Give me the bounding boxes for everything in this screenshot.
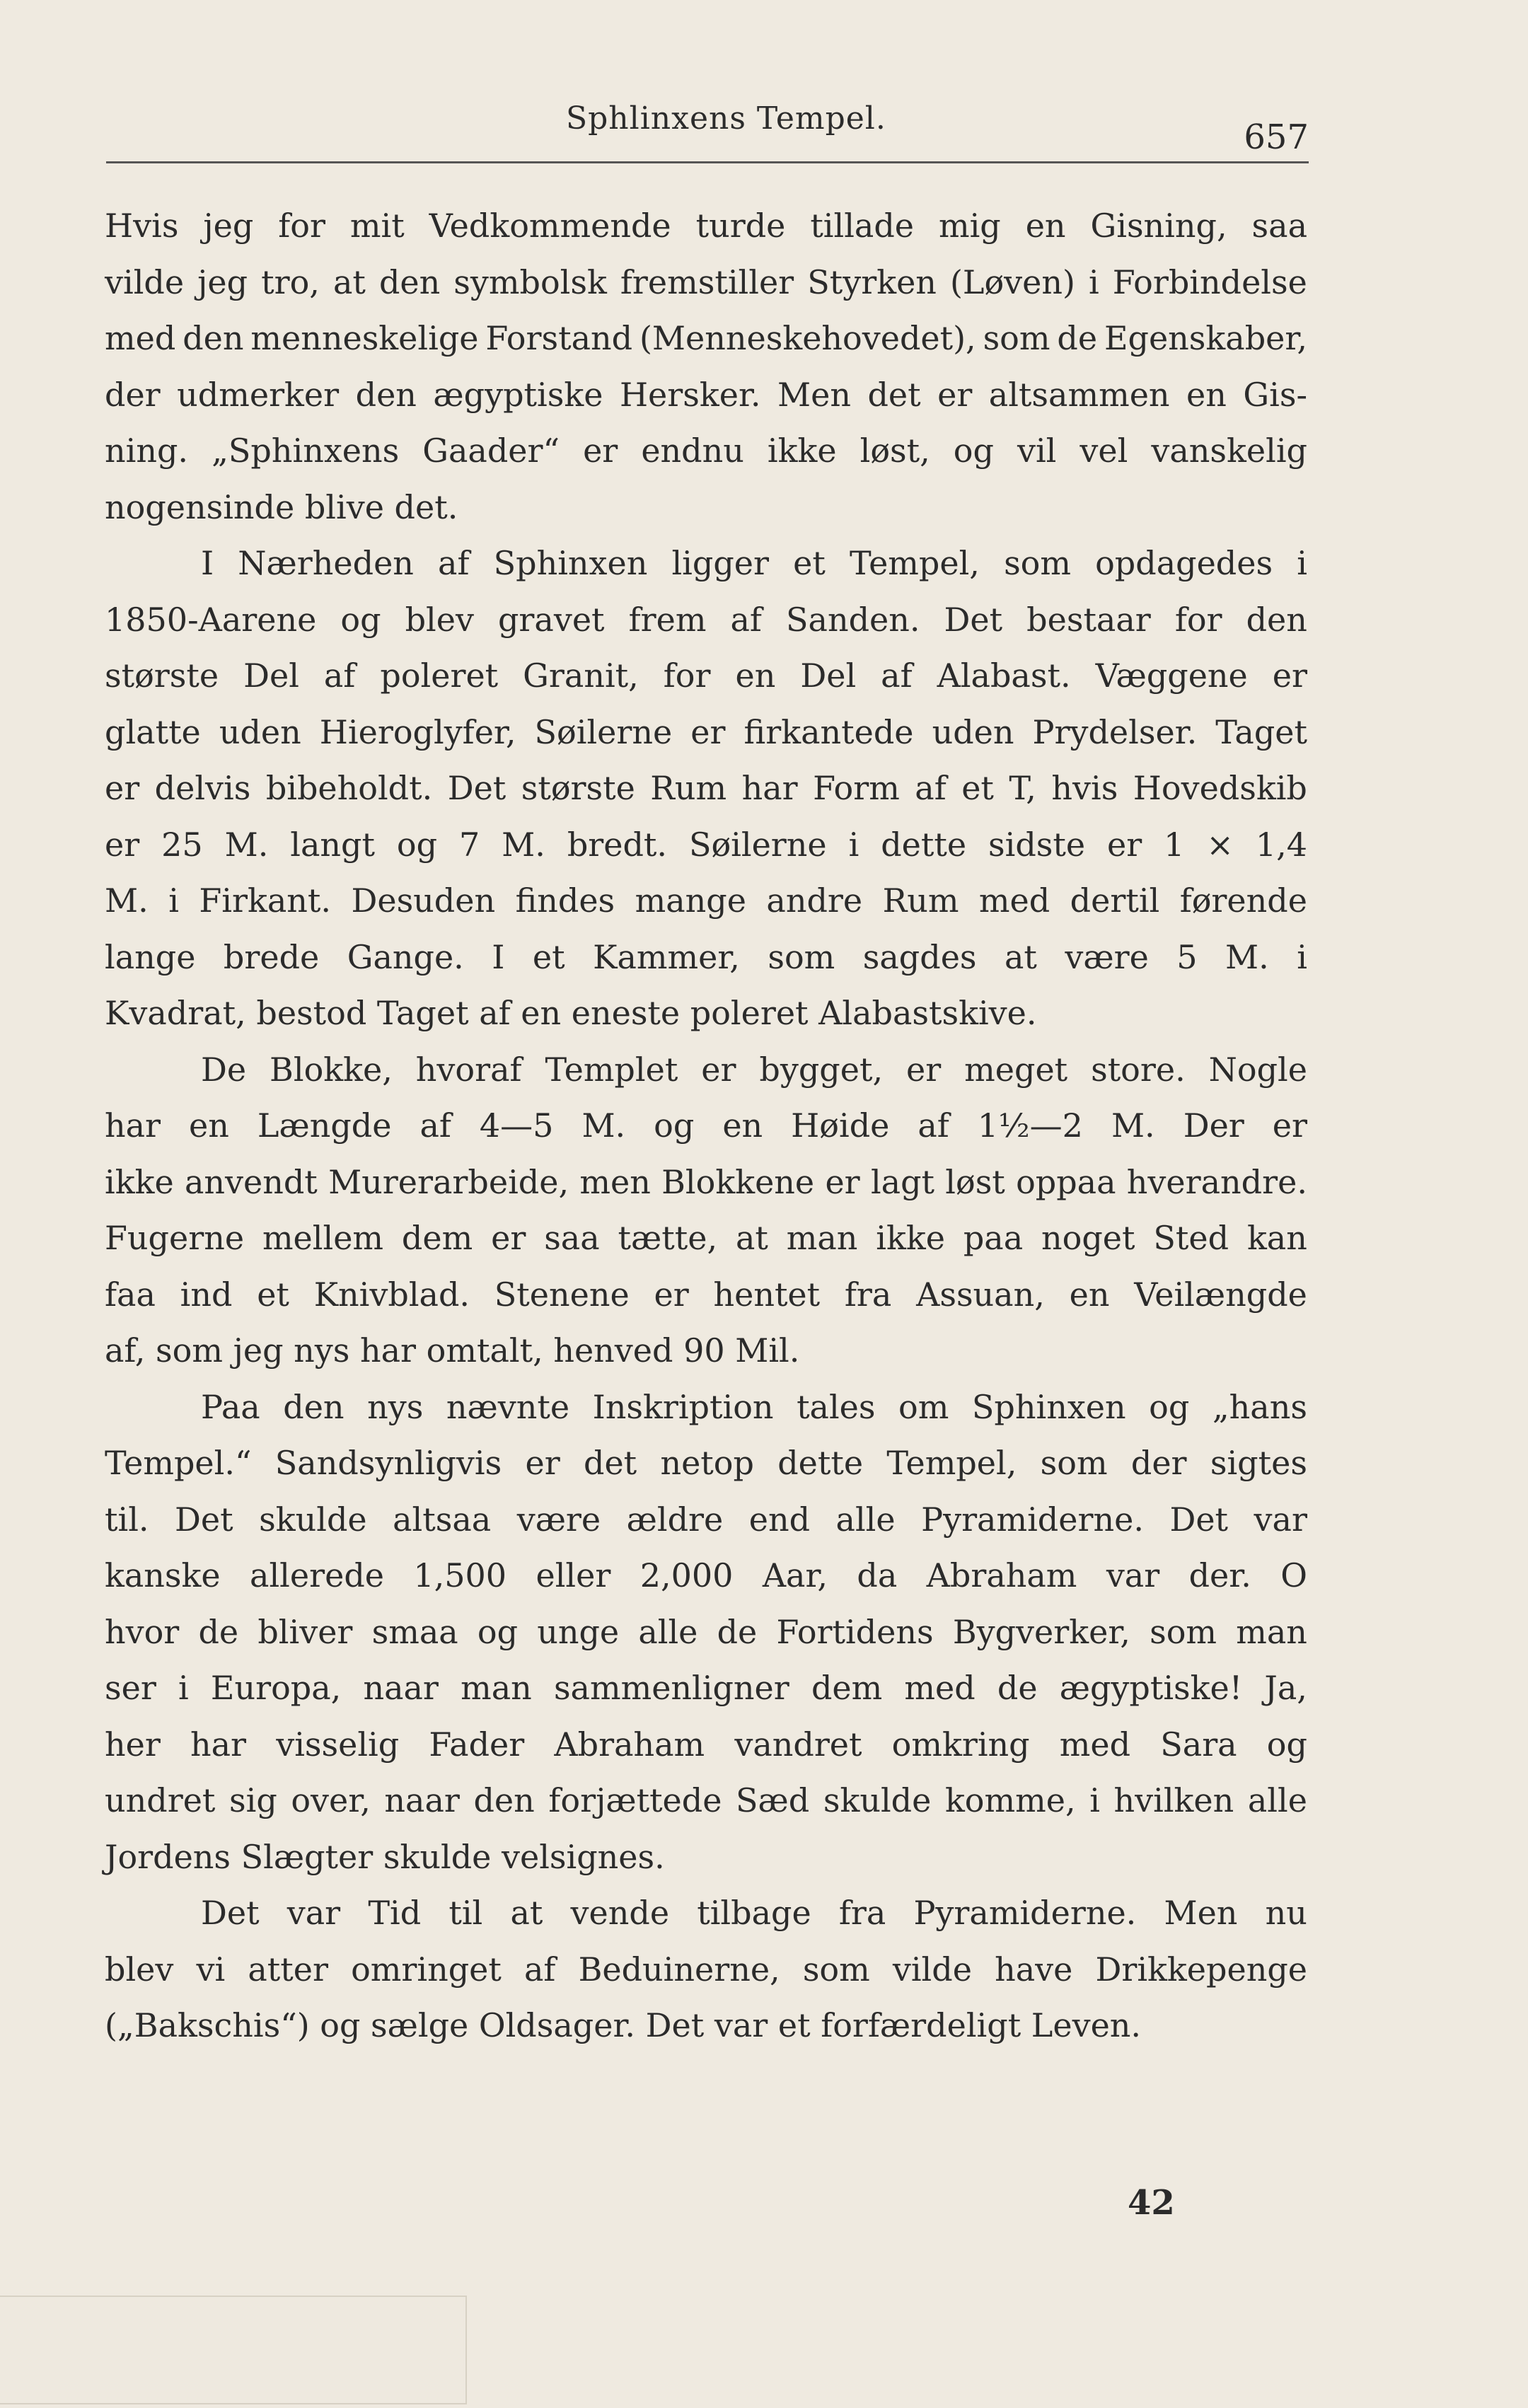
running-title: Sphlinxens Tempel. bbox=[566, 100, 886, 137]
page-number: 657 bbox=[1244, 117, 1309, 157]
text-line: Tempel.“ Sandsynligvis er det netop dette Tempel, som der sigtes bbox=[105, 1444, 1307, 1482]
text-line: til. Det skulde altsaa være ældre end alle Pyramiderne. Det var bbox=[105, 1500, 1307, 1539]
text-line: De Blokke, hvoraf Templet er bygget, er meget store. Nogle bbox=[201, 1050, 1307, 1089]
text-line: blev vi atter omringet af Beduinerne, som vilde have Drikkepenge bbox=[105, 1950, 1307, 1989]
text-line: faa ind et Knivblad. Stenene er hentet fra Assuan, en Veilængde bbox=[105, 1275, 1307, 1314]
text-line: Fugerne mellem dem er saa tætte, at man ikke paa noget Sted kan bbox=[105, 1219, 1307, 1257]
text-line: vilde jeg tro, at den symbolsk fremstiller Styrken (Løven) i Forbindelse bbox=[105, 262, 1307, 301]
blank-label-box bbox=[0, 2296, 467, 2404]
header-rule bbox=[106, 161, 1309, 163]
text-line: er delvis bibeholdt. Det største Rum har Form af et T, hvis Hovedskib bbox=[105, 769, 1307, 807]
text-line: M. i Firkant. Desuden findes mange andre Rum med dertil førende bbox=[105, 881, 1307, 920]
body-text bbox=[105, 198, 1307, 2054]
text-line: undret sig over, naar den forjættede Sæd skulde komme, i hvilken alle bbox=[105, 1781, 1307, 1819]
text-line: er 25 M. langt og 7 M. bredt. Søilerne i dette sidste er 1 × 1,4 bbox=[105, 825, 1307, 864]
text-line: har en Længde af 4—5 M. og en Høide af 1½—2 M. Der er bbox=[105, 1106, 1307, 1145]
text-line: Det var Tid til at vende tilbage fra Pyramiderne. Men nu bbox=[201, 1894, 1307, 1932]
text-line: Jordens Slægter skulde velsignes. bbox=[105, 1837, 665, 1876]
running-head bbox=[99, 92, 1309, 156]
text-line: kanske allerede 1,500 eller 2,000 Aar, da Abraham var der. O bbox=[105, 1556, 1307, 1594]
text-line: hvor de bliver smaa og unge alle de Fortidens Bygverker, som man bbox=[105, 1612, 1307, 1651]
text-line: her har visselig Fader Abraham vandret omkring med Sara og bbox=[105, 1725, 1307, 1764]
text-line: Paa den nys nævnte Inskription tales om Sphinxen og „hans bbox=[201, 1387, 1307, 1426]
text-line: („Bakschis“) og sælge Oldsager. Det var et forfærdeligt Leven. bbox=[105, 2006, 1142, 2044]
text-line: nogensinde blive det. bbox=[105, 487, 458, 526]
text-line: af, som jeg nys har omtalt, henved 90 Mil. bbox=[105, 1331, 800, 1370]
text-line: glatte uden Hieroglyfer, Søilerne er firkantede uden Prydelser. Taget bbox=[105, 712, 1307, 751]
text-line: største Del af poleret Granit, for en Del af Alabast. Væggene er bbox=[105, 656, 1307, 695]
signature-mark: 42 bbox=[1128, 2183, 1175, 2223]
text-line: Kvadrat, bestod Taget af en eneste poleret Alabastskive. bbox=[105, 994, 1037, 1032]
text-line: lange brede Gange. I et Kammer, som sagdes at være 5 M. i bbox=[105, 937, 1307, 976]
text-line: ser i Europa, naar man sammenligner dem med de ægyptiske! Ja, bbox=[105, 1669, 1307, 1707]
text-line: ning. „Sphinxens Gaader“ er endnu ikke løst, og vil vel vanskelig bbox=[105, 432, 1307, 470]
text-line: med den menneskelige Forstand (Menneskehovedet), som de Egenskaber, bbox=[105, 319, 1307, 357]
text-line: I Nærheden af Sphinxen ligger et Tempel, som opdagedes i bbox=[201, 544, 1307, 582]
text-line: der udmerker den ægyptiske Hersker. Men det er altsammen en Gis- bbox=[105, 375, 1307, 414]
text-line: ikke anvendt Murerarbeide, men Blokkene er lagt løst oppaa hverandre. bbox=[105, 1162, 1307, 1201]
text-line: 1850-Aarene og blev gravet frem af Sanden. Det bestaar for den bbox=[105, 600, 1307, 639]
text-line: Hvis jeg for mit Vedkommende turde tillade mig en Gisning, saa bbox=[105, 207, 1307, 245]
